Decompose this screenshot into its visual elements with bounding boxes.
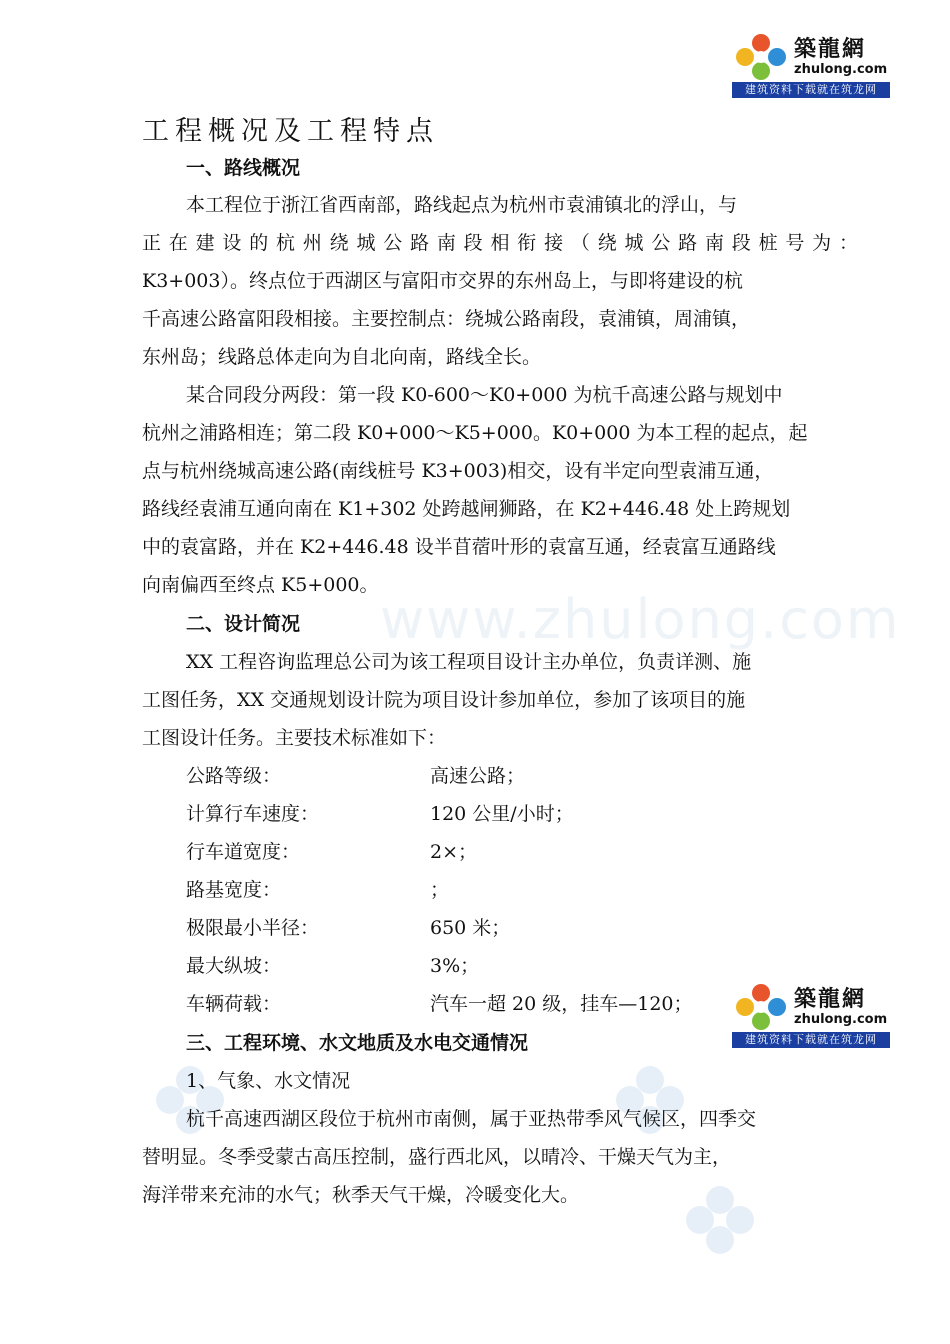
section-heading: 三、工程环境、水文地质及水电交通情况	[186, 1032, 529, 1054]
spec-label: 计算行车速度：	[186, 803, 320, 825]
spec-value: 高速公路；	[430, 765, 526, 787]
section-heading: 二、设计简况	[186, 613, 301, 635]
paragraph-line: 替明显。冬季受蒙古高压控制，盛行西北风，以晴冷、干燥天气为主，	[142, 1146, 732, 1168]
paragraph-line: 杭千高速西湖区段位于杭州市南侧，属于亚热带季风气候区，四季交	[186, 1108, 757, 1130]
paragraph-line: 点与杭州绕城高速公路(南线桩号 K3+003)相交，设有半定向型袁浦互通，	[142, 460, 774, 482]
subsection-heading: 1、气象、水文情况	[186, 1070, 351, 1092]
spec-label: 最大纵坡：	[186, 955, 282, 977]
spec-label: 极限最小半径：	[186, 917, 320, 939]
paragraph-line: 海洋带来充沛的水气；秋季天气干燥，冷暖变化大。	[142, 1184, 580, 1206]
logo-banner: 建筑资料下载就在筑龙网	[732, 82, 890, 98]
spec-value: 650 米；	[430, 917, 511, 939]
spec-label: 车辆荷载：	[186, 993, 282, 1015]
zhulong-logo-icon	[732, 982, 790, 1032]
paragraph-line: 本工程位于浙江省西南部，路线起点为杭州市袁浦镇北的浮山，与	[186, 194, 738, 216]
spec-value: ；	[430, 879, 450, 901]
logo-brand: 築龍網	[794, 987, 867, 1012]
section-heading: 一、路线概况	[186, 157, 301, 179]
logo-banner: 建筑资料下载就在筑龙网	[732, 1032, 890, 1048]
spec-label: 路基宽度：	[186, 879, 282, 901]
spec-label: 公路等级：	[186, 765, 282, 787]
paragraph-line: 工图任务，XX 交通规划设计院为项目设计参加单位，参加了该项目的施	[142, 689, 746, 711]
logo-brand: 築龍網	[794, 37, 867, 62]
paragraph-line: 东州岛；线路总体走向为自北向南，路线全长。	[142, 346, 542, 368]
paragraph-line: 工图设计任务。主要技术标准如下：	[142, 727, 447, 749]
logo-site: zhulong.com	[794, 1012, 888, 1027]
paragraph-line: 路线经袁浦互通向南在 K1+302 处跨越闸狮路，在 K2+446.48 处上跨规划	[142, 498, 791, 520]
paragraph-line: 中的袁富路，并在 K2+446.48 设半苜蓿叶形的袁富互通，经袁富互通路线	[142, 536, 776, 558]
zhulong-logo-bottom	[732, 978, 890, 1048]
paragraph-line: 千高速公路富阳段相接。主要控制点：绕城公路南段，袁浦镇，周浦镇，	[142, 308, 751, 330]
zhulong-logo-top	[732, 28, 890, 98]
watermark-text: www.zhulong.com	[380, 588, 901, 651]
watermark-flower-icon	[680, 1180, 760, 1260]
spec-value: 3%；	[430, 955, 480, 977]
spec-value: 120 公里/小时；	[430, 803, 574, 825]
spec-value: 汽车一超 20 级，挂车—120；	[430, 993, 693, 1015]
paragraph-line: K3+003）。终点位于西湖区与富阳市交界的东州岛上，与即将建设的杭	[142, 270, 743, 292]
spec-label: 行车道宽度：	[186, 841, 301, 863]
page-title: 工程概况及工程特点	[142, 116, 439, 147]
paragraph-line: XX 工程咨询监理总公司为该工程项目设计主办单位，负责详测、施	[186, 651, 752, 673]
logo-site: zhulong.com	[794, 62, 888, 77]
paragraph-line: 某合同段分两段：第一段 K0-600～K0+000 为杭千高速公路与规划中	[186, 384, 783, 406]
paragraph-line: 向南偏西至终点 K5+000。	[142, 574, 379, 596]
zhulong-logo-icon	[732, 32, 790, 82]
spec-value: 2×；	[430, 841, 478, 863]
paragraph-line: 杭州之浦路相连；第二段 K0+000～K5+000。K0+000 为本工程的起点，起	[142, 422, 808, 444]
paragraph-line: 正在建设的杭州绕城公路南段相衔接（绕城公路南段桩号为：	[142, 232, 858, 254]
